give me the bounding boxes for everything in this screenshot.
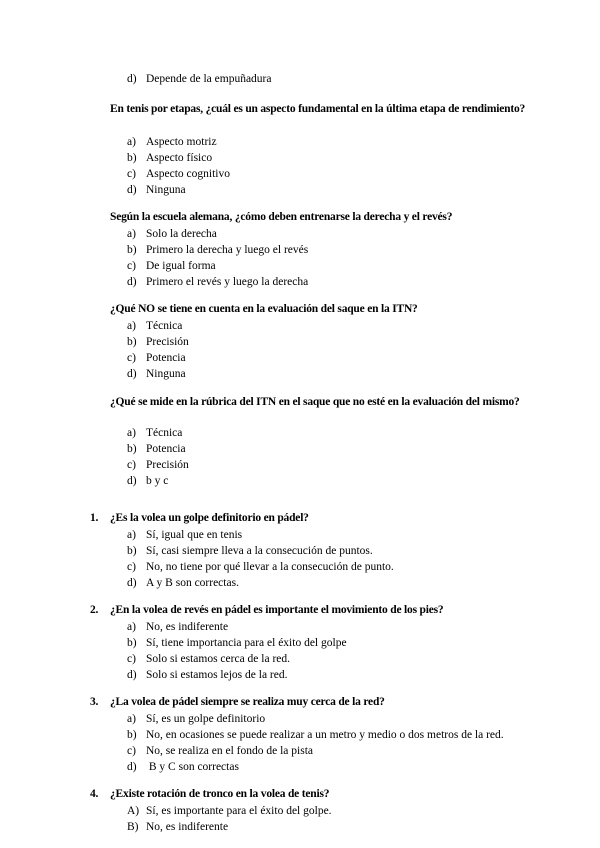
question-text: 4. ¿Existe rotación de tronco en la volea de tenis? [90, 788, 330, 800]
option-text: Solo la derecha [146, 228, 217, 240]
option-item [127, 457, 189, 473]
option-item [127, 543, 373, 559]
question-text: Según la escuela alemana, ¿cómo deben entrenarse la derecha y el revés? [110, 211, 453, 223]
option-text: Ninguna [146, 184, 186, 196]
option-letter: b) [127, 244, 137, 256]
option-item [127, 71, 271, 87]
option-letter: b) [127, 545, 137, 557]
option-item [127, 258, 216, 274]
question-number: 2. [90, 604, 99, 616]
option-item [127, 150, 212, 166]
option-letter: c) [127, 260, 136, 272]
option-item [127, 318, 182, 334]
option-item [127, 759, 239, 775]
option-text: Sí, casi siempre lleva a la consecución de puntos. [146, 545, 373, 557]
option-text: Precisión [146, 336, 189, 348]
option-item [127, 711, 265, 727]
option-text: Primero la derecha y luego el revés [146, 244, 309, 256]
question-text: 2. ¿En la volea de revés en pádel es importante el movimiento de los pies? [90, 604, 444, 616]
option-item [127, 226, 217, 242]
option-text: Solo si estamos lejos de la red. [146, 669, 288, 681]
option-text: No, se realiza en el fondo de la pista [146, 745, 314, 757]
option-letter: c) [127, 459, 136, 471]
option-letter: c) [127, 168, 136, 180]
option-text: Aspecto cognitivo [146, 168, 230, 180]
question-text: ¿Qué NO se tiene en cuenta en la evaluación del saque en la ITN? [110, 303, 418, 315]
option-item [127, 425, 182, 441]
option-text: No, es indiferente [146, 821, 229, 833]
question-text: 3. ¿La volea de pádel siempre se realiza muy cerca de la red? [90, 696, 385, 708]
option-text: No, es indiferente [146, 621, 229, 633]
option-text: No, en ocasiones se puede realizar a un metro y medio o dos metros de la red. [146, 729, 504, 741]
option-item [127, 727, 504, 743]
option-letter: d) [127, 73, 137, 85]
option-text: Sí, tiene importancia para el éxito del golpe [146, 637, 347, 649]
option-letter: d) [127, 475, 137, 487]
option-letter: d) [127, 669, 137, 681]
option-text: Sí, igual que en tenis [146, 529, 243, 541]
question-text: ¿Qué se mide en la rúbrica del ITN en el saque que no esté en la evaluación del mismo? [110, 396, 520, 408]
option-text: Ninguna [146, 368, 186, 380]
option-item [127, 575, 239, 591]
option-text: Primero el revés y luego la derecha [146, 276, 309, 288]
option-letter: a) [127, 136, 136, 148]
option-item [127, 667, 288, 683]
option-item [127, 527, 242, 543]
option-item [127, 182, 186, 198]
option-item [127, 134, 217, 150]
option-letter: c) [127, 561, 136, 573]
option-letter: a) [127, 320, 136, 332]
question-number: 1. [90, 512, 99, 524]
option-letter: d) [127, 276, 137, 288]
option-letter: B) [127, 821, 139, 833]
option-text: Precisión [146, 459, 189, 471]
question-number: 4. [90, 788, 99, 800]
option-letter: b) [127, 443, 137, 455]
option-letter: a) [127, 713, 136, 725]
option-item [127, 743, 313, 759]
option-text: Potencia [146, 443, 186, 455]
option-text: De igual forma [146, 260, 216, 272]
option-text: Depende de la empuñadura [146, 73, 272, 85]
option-text: Solo si estamos cerca de la red. [146, 653, 291, 665]
option-letter: a) [127, 529, 136, 541]
question-text: 1. ¿Es la volea un golpe definitorio en pádel? [90, 512, 309, 524]
option-letter: A) [127, 805, 140, 817]
option-letter: b) [127, 336, 137, 348]
option-letter: b) [127, 152, 137, 164]
question-text: En tenis por etapas, ¿cuál es un aspecto fundamental en la última etapa de rendimiento? [110, 103, 526, 115]
option-letter: c) [127, 745, 136, 757]
option-text: Técnica [146, 320, 183, 332]
option-text: B y C son correctas [146, 761, 239, 773]
option-item [127, 274, 308, 290]
option-text: Sí, es un golpe definitorio [146, 713, 266, 725]
option-letter: b) [127, 729, 137, 741]
option-item [127, 366, 186, 382]
option-letter: c) [127, 653, 136, 665]
option-letter: d) [127, 368, 137, 380]
option-item [127, 350, 186, 366]
option-item [127, 166, 230, 182]
option-item [127, 334, 189, 350]
option-letter: d) [127, 761, 137, 773]
option-text: b y c [146, 475, 169, 487]
option-letter: d) [127, 184, 137, 196]
option-text: Potencia [146, 352, 186, 364]
option-letter: a) [127, 621, 136, 633]
option-letter: c) [127, 352, 136, 364]
option-item [127, 619, 228, 635]
option-item [127, 473, 168, 489]
option-item [127, 559, 394, 575]
option-letter: a) [127, 228, 136, 240]
option-item [127, 441, 186, 457]
option-item [127, 819, 228, 835]
option-text: Sí, es importante para el éxito del golpe. [146, 805, 332, 817]
question-number: 3. [90, 696, 99, 708]
option-text: Aspecto motriz [146, 136, 217, 148]
option-text: A y B son correctas. [146, 577, 239, 589]
option-item [127, 242, 308, 258]
option-letter: a) [127, 427, 136, 439]
option-text: No, no tiene por qué llevar a la consecución de punto. [146, 561, 394, 573]
option-text: Aspecto físico [146, 152, 213, 164]
option-text: Técnica [146, 427, 183, 439]
option-item [127, 803, 332, 819]
option-item [127, 651, 290, 667]
option-letter: b) [127, 637, 137, 649]
option-letter: d) [127, 577, 137, 589]
option-item [127, 635, 347, 651]
